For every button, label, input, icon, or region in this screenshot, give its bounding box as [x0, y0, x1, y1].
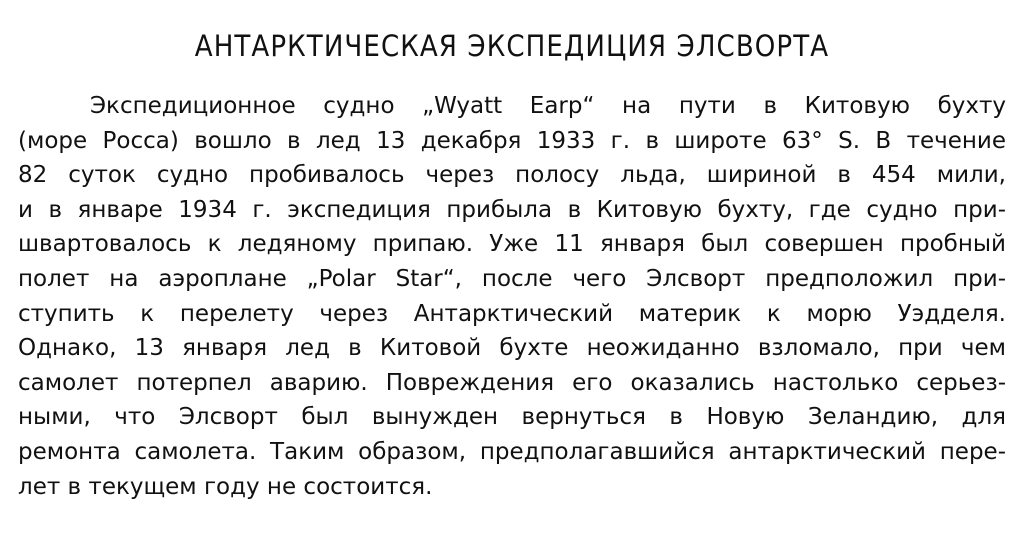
- paragraph-line: Экспедиционное судно „Wyatt Earp“ на пути в Китовую бухту: [90, 93, 1006, 119]
- paragraph-line: ными, что Элсворт был вынужден вернуться в Новую Зеландию, для: [18, 404, 1006, 431]
- paragraph-line: Однако, 13 января лед в Китовой бухте неожиданно взломало, при чем: [18, 335, 1006, 362]
- paragraph-line: ступить к перелету через Антарктический материк к морю Уэдделя.: [18, 300, 1006, 327]
- paragraph-line: швартовалось к ледяному припаю. Уже 11 января был совершен пробный: [18, 231, 1006, 258]
- paragraph-line: полет на аэроплане „Polar Star“, после чего Элсворт предположил при-: [18, 265, 1006, 292]
- paragraph-line: (море Росса) вошло в лед 13 декабря 1933 г. в широте 63° S. В течение: [18, 127, 1006, 154]
- article-title: АНТАРКТИЧЕСКАЯ ЭКСПЕДИЦИЯ ЭЛСВОРТА: [194, 29, 830, 63]
- article-paragraph: [18, 89, 1006, 504]
- paragraph-line: ремонта самолета. Таким образом, предполагавшийся антарктический пере-: [18, 438, 1006, 465]
- paragraph-line: 82 суток судно пробивалось через полосу льда, шириной в 454 мили,: [18, 162, 1006, 189]
- paragraph-line: и в январе 1934 г. экспедиция прибыла в Китовую бухту, где судно при-: [18, 196, 1006, 223]
- paragraph-line: лет в текущем году не состоится.: [18, 473, 433, 500]
- paragraph-line: самолет потерпел аварию. Повреждения его оказались настолько серьез-: [18, 369, 1006, 396]
